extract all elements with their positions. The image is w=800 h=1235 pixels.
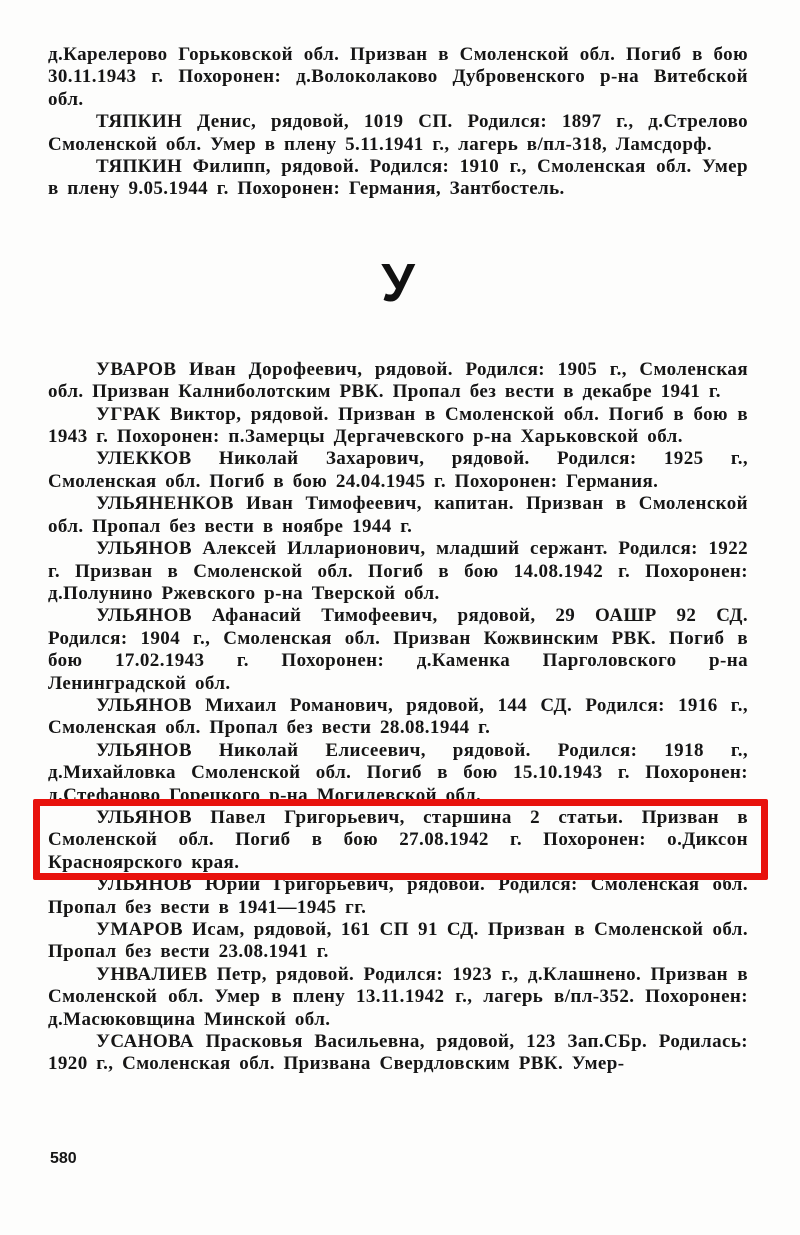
entry-uvarov-ivan: УВАРОВ Иван Дорофеевич, рядовой. Родился: 1905 г., Смоленская обл. Призван Калниболотским РВК. Пропал без вести в декабре 1941 г. (48, 358, 748, 403)
entry-ulyanov-aleksey: УЛЬЯНОВ Алексей Илларионович, младший сержант. Родился: 1922 г. Призван в Смоленской обл. Погиб в бою 14.08.1942 г. Похоронен: д.Полунино Ржевского р-на Тверской обл. (48, 538, 748, 604)
highlighted-entry-wrap (48, 807, 748, 874)
entry-ulyanenkov-ivan: УЛЬЯНЕНКОВ Иван Тимофеевич, капитан. Призван в Смоленской обл. Пропал без вести в ноябре 1944 г. (48, 493, 748, 537)
entry-ulyanov-afanasiy: УЛЬЯНОВ Афанасий Тимофеевич, рядовой, 29 ОАШР 92 СД. Родился: 1904 г., Смоленская обл. Призван Кожвинским РВК. Погиб в бою 17.02.1943 г. Похоронен: д.Каменка Парголовского р-на Ленинградской обл. (48, 605, 748, 694)
entry-ulekkov-nikolay: УЛЕККОВ Николай Захарович, рядовой. Родился: 1925 г., Смоленская обл. Погиб в бою 24.04.1945 г. Похоронен: Германия. (48, 448, 748, 492)
page-number: 580 (50, 1150, 77, 1167)
entry-ulyanov-nikolay: УЛЬЯНОВ Николай Елисеевич, рядовой. Родился: 1918 г., д.Михайловка Смоленской обл. Погиб в бою 15.10.1943 г. Похоронен: д.Стефаново Горецкого р-на Могилевской обл. (48, 739, 748, 806)
entry-tyapkin-filipp: ТЯПКИН Филипп, рядовой. Родился: 1910 г., Смоленская обл. Умер в плену 9.05.1944 г. Похоронен: Германия, Зантбостель. (48, 156, 748, 200)
entry-ulyanov-mikhail: УЛЬЯНОВ Михаил Романович, рядовой, 144 СД. Родился: 1916 г., Смоленская обл. Пропал без вести 28.08.1944 г. (48, 694, 748, 739)
entry-tyapkin-denis: ТЯПКИН Денис, рядовой, 1019 СП. Родился: 1897 г., д.Стрелово Смоленской обл. Умер в плену 5.11.1941 г., лагерь в/пл-318, Ламсдорф. (48, 111, 748, 155)
text-column (48, 44, 748, 1076)
entry-ulyanov-pavel-highlighted: УЛЬЯНОВ Павел Григорьевич, старшина 2 статьи. Призван в Смоленской обл. Погиб в бою 27.08.1942 г. Похоронен: о.Диксон Красноярского края. (48, 806, 748, 873)
entry-usanova-praskovya: УСАНОВА Прасковья Васильевна, рядовой, 123 Зап.СБр. Родилась: 1920 г., Смоленская обл. Призвана Свердловским РВК. Умер- (48, 1031, 748, 1075)
section-letter-heading: У (381, 252, 415, 313)
entry-umarov-isam: УМАРОВ Исам, рядовой, 161 СП 91 СД. Призван в Смоленской обл. Пропал без вести 23.08.1941 г. (48, 919, 748, 963)
entry-ugrak-viktor: УГРАК Виктор, рядовой. Призван в Смоленской обл. Погиб в бою в 1943 г. Похоронен: п.Замерцы Дергачевского р-на Харьковской обл. (48, 403, 748, 448)
entry-ulyanov-yuriy: УЛЬЯНОВ Юрий Григорьевич, рядовой. Родился: Смоленская обл. Пропал без вести в 1941—1945 гг. (48, 874, 748, 918)
entry-continuation-karelerovo: д.Карелерово Горьковской обл. Призван в Смоленской обл. Погиб в бою 30.11.1943 г. Похоронен: д.Волоколаково Дубровенского р-на Витебской обл. (48, 44, 748, 110)
entry-unvaliev-petr: УНВАЛИЕВ Петр, рядовой. Родился: 1923 г., д.Клашнено. Призван в Смоленской обл. Умер в плену 13.11.1942 г., лагерь в/пл-352. Похоронен: д.Масюковщина Минской обл. (48, 963, 748, 1030)
